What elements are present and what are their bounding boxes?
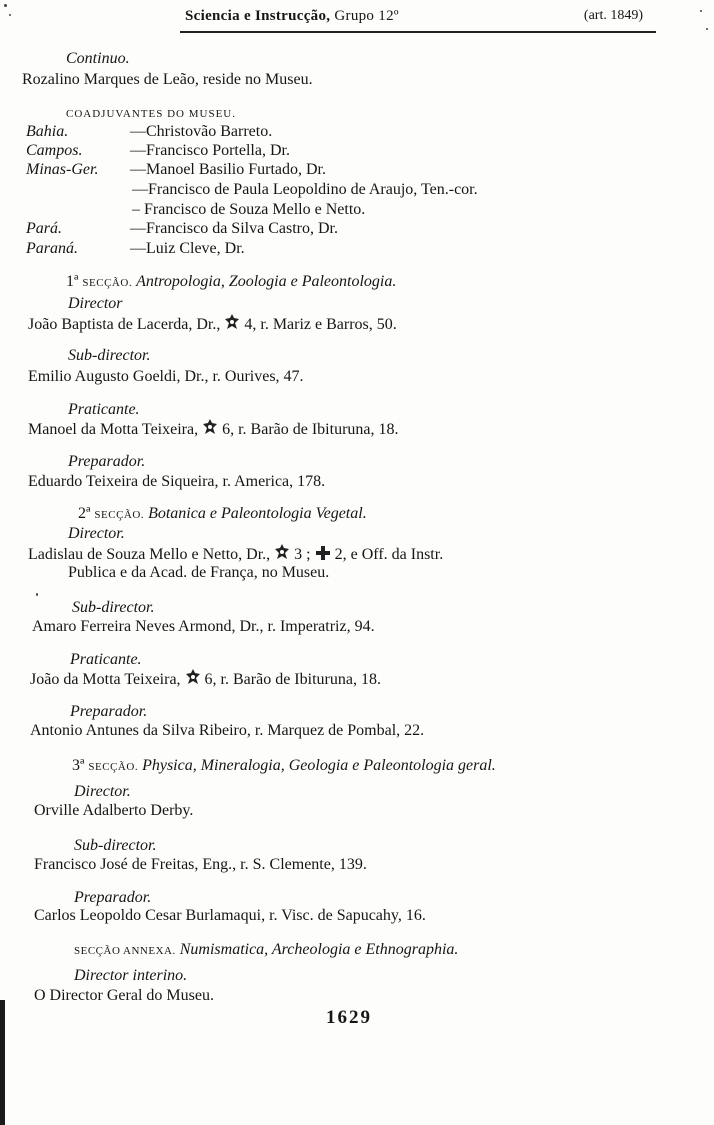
section-3-heading (72, 756, 496, 777)
coadjuvante-name: – Francisco de Souza Mello e Netto. (132, 201, 366, 218)
header-article: (art. 1849) (583, 8, 643, 23)
section-1-director (28, 313, 397, 335)
annex-section-label: SECÇÃO ANNEXA. (74, 945, 176, 957)
director-details: 3 ; (294, 546, 311, 563)
coadjuvante-name: —Francisco de Paula Leopoldino de Araujo, Ten.-cor. (132, 181, 478, 198)
coadjuvante-name: —Manoel Basilio Furtado, Dr. (130, 161, 326, 178)
section-1-label: SECÇÃO. (82, 277, 133, 289)
coadjuvante-place: Pará. (26, 220, 62, 237)
annex-section-heading (74, 940, 458, 961)
coadjuvante-place: Paraná. (26, 240, 78, 257)
section-3-preparador-label: Preparador. (74, 889, 152, 906)
header-rule (180, 31, 656, 33)
section-2-praticante (30, 668, 381, 690)
section-2-subject: Botanica e Paleontologia Vegetal. (148, 505, 367, 522)
director-honours: 2, e Off. da Instr. (334, 546, 444, 563)
section-3-subdirector-label: Sub-director. (74, 837, 157, 854)
section-2-subdirector: Amaro Ferreira Neves Armond, Dr., r. Imperatriz, 94. (32, 618, 375, 635)
section-2-label: SECÇÃO. (94, 509, 145, 521)
scan-edge-shadow (0, 1000, 5, 1125)
praticante-name: Manoel da Motta Teixeira, (28, 421, 199, 438)
section-2-number: 2ª (78, 505, 91, 522)
section-3-director: Orville Adalberto Derby. (34, 802, 194, 819)
section-1-subdirector-label: Sub-director. (68, 347, 151, 364)
section-3-subject: Physica, Mineralogia, Geologia e Paleontologia geral. (142, 757, 496, 774)
coadjuvante-name: —Christovão Barreto. (130, 123, 273, 140)
section-2-praticante-label: Praticante. (70, 651, 142, 668)
section-2-director-label: Director. (68, 525, 125, 542)
scan-speck (4, 4, 7, 7)
section-2-preparador: Antonio Antunes da Silva Ribeiro, r. Marquez de Pombal, 22. (30, 722, 425, 739)
director-name: Ladislau de Souza Mello e Netto, Dr., (28, 546, 271, 563)
coadjuvante-place: Minas-Ger. (26, 161, 99, 178)
section-1-heading (66, 272, 396, 293)
section-3-subdirector: Francisco José de Freitas, Eng., r. S. Clemente, 139. (34, 856, 367, 873)
coadjuvante-name: —Luiz Cleve, Dr. (130, 240, 245, 257)
scan-speck (706, 28, 708, 30)
section-1-preparador: Eduardo Teixeira de Siqueira, r. America, 178. (28, 473, 326, 490)
header-title: Sciencia e Instrucção, Grupo 12º (185, 8, 399, 24)
section-2-subdirector-label: Sub-director. (72, 599, 155, 616)
scan-speck (9, 14, 11, 16)
page-number: 1629 (326, 1007, 372, 1028)
cross-insignia-icon (315, 545, 331, 561)
continuo-label: Continuo. (66, 50, 130, 67)
section-2-heading (78, 504, 367, 525)
section-1-subject: Antropologia, Zoologia e Paleontologia. (136, 273, 397, 290)
scan-speck (36, 593, 38, 596)
annex-section-subject: Numismatica, Archeologia e Ethnographia. (179, 941, 459, 958)
annex-director-label: Director interino. (74, 967, 188, 984)
praticante-details: 6, r. Barão de Ibituruna, 18. (204, 671, 381, 688)
coadjuvante-name: —Francisco Portella, Dr. (130, 142, 290, 159)
header-grupo: Grupo 12º (334, 8, 399, 24)
praticante-details: 6, r. Barão de Ibituruna, 18. (222, 421, 399, 438)
coadjuvantes-heading: COADJUVANTES DO MUSEU. (66, 108, 237, 120)
director-details: 4, r. Mariz e Barros, 50. (244, 316, 397, 333)
running-header (185, 8, 655, 30)
section-2-preparador-label: Preparador. (70, 703, 148, 720)
section-2-director-cont: Publica e da Acad. de França, no Museu. (68, 564, 330, 581)
section-1-praticante-label: Praticante. (68, 401, 140, 418)
section-1-subdirector: Emilio Augusto Goeldi, Dr., r. Ourives, 47. (28, 368, 304, 385)
director-name: João Baptista de Lacerda, Dr., (28, 316, 221, 333)
praticante-name: João da Motta Teixeira, (30, 671, 181, 688)
coadjuvante-name: —Francisco da Silva Castro, Dr. (130, 220, 338, 237)
section-3-director-label: Director. (74, 783, 131, 800)
order-insignia-icon (224, 313, 240, 331)
section-3-label: SECÇÃO. (88, 761, 139, 773)
section-1-praticante (28, 418, 399, 440)
coadjuvante-place: Bahia. (26, 123, 69, 140)
section-3-preparador: Carlos Leopoldo Cesar Burlamaqui, r. Visc. de Sapucahy, 16. (34, 907, 426, 924)
order-insignia-icon (274, 543, 290, 561)
section-1-preparador-label: Preparador. (68, 453, 146, 470)
coadjuvante-place: Campos. (26, 142, 83, 159)
order-insignia-icon (185, 668, 201, 686)
order-insignia-icon (202, 418, 218, 436)
section-1-number: 1ª (66, 273, 79, 290)
continuo-entry: Rozalino Marques de Leão, reside no Museu. (22, 71, 313, 88)
scan-speck (700, 10, 702, 12)
section-3-number: 3ª (72, 757, 85, 774)
section-2-director (28, 543, 443, 565)
annex-director: O Director Geral do Museu. (34, 987, 214, 1004)
section-1-director-label: Director (68, 295, 123, 312)
